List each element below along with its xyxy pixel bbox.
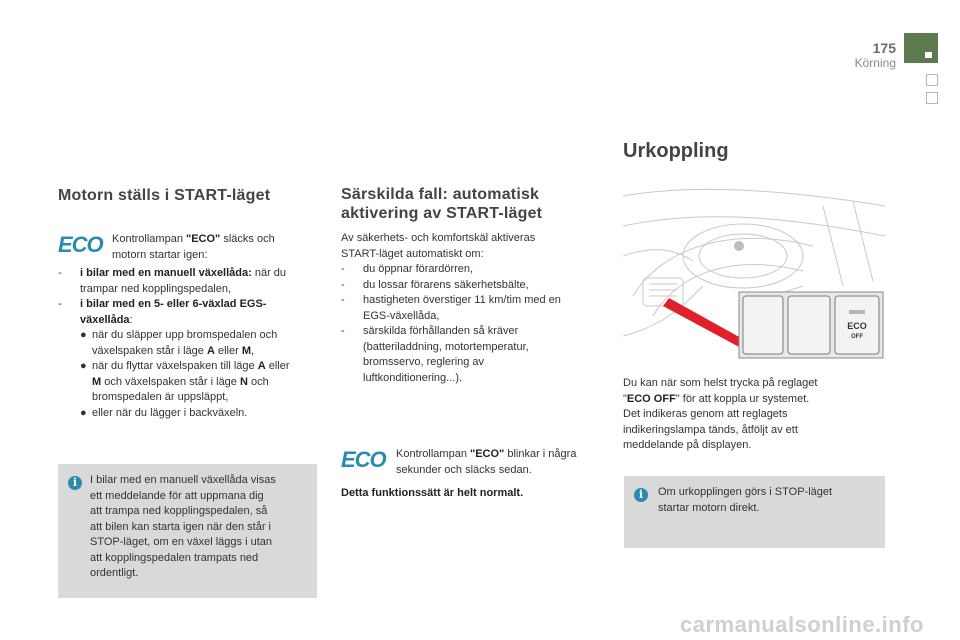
info-box-right <box>624 476 885 548</box>
middle-section-title: Särskilda fall: automatisk aktivering av START-läget <box>341 186 543 222</box>
list-item: - hastigheten överstiger 11 km/tim med en <box>341 294 561 306</box>
dashboard-illustration <box>623 186 885 362</box>
eco-lamp-text: Kontrollampan "ECO" släcks och motorn startar igen: <box>112 233 275 261</box>
start-conditions-list: - i bilar med en manuell växellåda: när du trampar ned kopplingspedalen, - i bilar med en 5- eller 6-växlad EGS- växellåda: ● när du släpper upp bromspedalen och växelspaken står i läge A eller M, ● när du flyttar växelspaken till läge A eller M och växelspaken står i läge N och bromspedalen är uppsläppt, ● eller när du lägger i backväxeln. <box>58 266 320 421</box>
normal-note: Detta funktionssätt är helt normalt. <box>341 487 524 499</box>
list-item: ● när du flyttar växelspaken till läge A eller <box>80 360 290 372</box>
info-icon: i <box>634 488 648 502</box>
chapter-tab <box>904 33 938 63</box>
left-section-title: Motorn ställs i START-läget <box>58 187 271 204</box>
list-item: - i bilar med en 5- eller 6-växlad EGS- <box>58 298 267 310</box>
right-section-title: Urkoppling <box>623 140 729 162</box>
button-panel <box>739 292 883 358</box>
eco-blink-text: Kontrollampan "ECO" blinkar i några sekunder och släcks sedan. <box>396 448 577 476</box>
info-box-left <box>58 464 317 598</box>
list-item: - du öppnar förardörren, <box>341 263 474 275</box>
section-name: Körning <box>854 56 896 70</box>
tab-marker <box>926 92 938 104</box>
list-item: - du lossar förarens säkerhetsbälte, <box>341 278 529 291</box>
auto-start-list: Av säkerhets- och komfortskäl aktiveras START-läget automatiskt om: - du öppnar förardörren, - du lossar förarens säkerhetsbälte, - hastigheten överstiger 11 km/tim med en EGS-växellåda, - särskilda förhållanden så kräver (batteriladdning, motortemperatur, bromsservo, reglering av luftkonditionering...). <box>341 231 603 386</box>
info-icon: i <box>68 476 82 490</box>
eco-lamp-icon: ECO <box>58 232 103 257</box>
watermark: carmanualsonline.info <box>680 612 924 637</box>
list-item: - särskilda förhållanden så kräver <box>341 325 519 337</box>
eco-off-label: OFF <box>851 334 863 340</box>
info-text: I bilar med en manuell växellåda visas ett meddelande för att uppmana dig att trampa ned kopplingspedalen, så att bilen kan starta igen när den står i STOP-läget, om en växel läggs i utan att kopplingspedalen trampats ned ordentligt. <box>90 474 276 579</box>
callout-arrow <box>663 298 741 348</box>
eco-off-description: Du kan när som helst trycka på reglaget "ECO OFF" för att koppla ur systemet. Det indikeras genom att reglagets indikeringslampa tänds, åtföljt av ett meddelande på displayen. <box>623 377 818 451</box>
list-item: - i bilar med en manuell växellåda: när du <box>58 267 287 279</box>
list-item: ● eller när du lägger i backväxeln. <box>80 406 248 419</box>
info-text: Om urkopplingen görs i STOP-läget startar motorn direkt. <box>658 486 833 514</box>
tab-marker <box>926 74 938 86</box>
list-item: ● när du släpper upp bromspedalen och <box>80 329 278 341</box>
eco-lamp-icon: ECO <box>341 447 386 472</box>
eco-off-label: ECO <box>847 321 867 331</box>
page-number: 175 <box>872 40 896 56</box>
